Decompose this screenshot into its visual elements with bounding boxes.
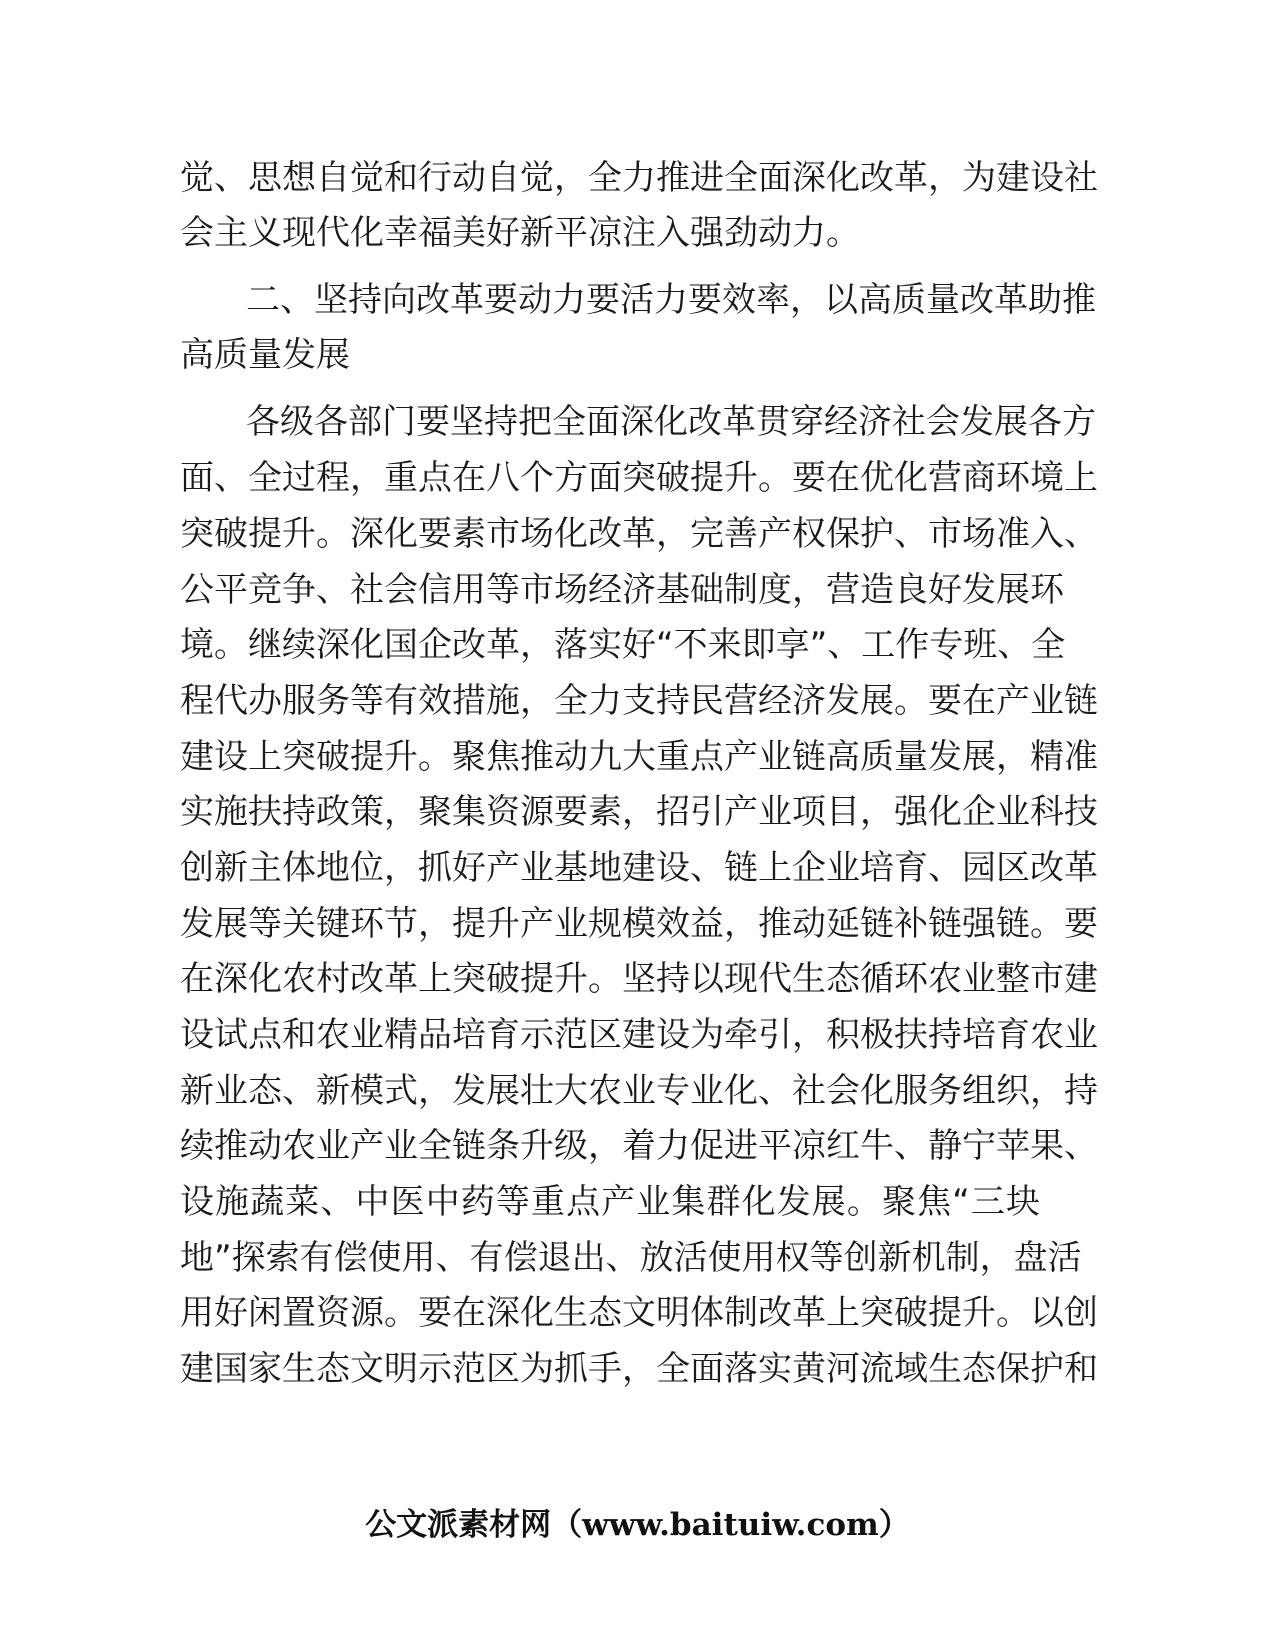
text-line: 面、全过程，重点在八个方面突破提升。要在优化营商环境上 (180, 458, 1098, 498)
text-line: 新业态、新模式，发展壮大农业专业化、社会化服务组织，持 (180, 1071, 1098, 1111)
text-line: 觉、思想自觉和行动自觉，全力推进全面深化改革，为建设社 (180, 158, 1098, 198)
text-line: 程代办服务等有效措施，全力支持民营经济发展。要在产业链 (180, 681, 1098, 721)
text-line: 境。继续深化国企改革，落实好“不来即享”、工作专班、全 (180, 625, 1066, 665)
text-line: 各级各部门要坚持把全面深化改革贯穿经济社会发展各方 (246, 402, 1096, 442)
text-line: 用好闲置资源。要在深化生态文明体制改革上突破提升。以创 (180, 1293, 1098, 1333)
text-line: 在深化农村改革上突破提升。坚持以现代生态循环农业整市建 (180, 959, 1098, 999)
text-line: 突破提升。深化要素市场化改革，完善产权保护、市场准入、 (180, 514, 1098, 554)
text-line: 会主义现代化幸福美好新平凉注入强劲动力。 (180, 213, 860, 253)
section-heading: 二、坚持向改革要动力要活力要效率，以高质量改革助推 (246, 280, 1096, 320)
text-line: 建设上突破提升。聚焦推动九大重点产业链高质量发展，精准 (180, 737, 1098, 777)
text-line: 建国家生态文明示范区为抓手，全面落实黄河流域生态保护和 (180, 1349, 1098, 1389)
text-line: 公平竞争、社会信用等市场经济基础制度，营造良好发展环 (180, 570, 1064, 610)
text-line: 设试点和农业精品培育示范区建设为牵引，积极扶持培育农业 (180, 1015, 1098, 1055)
text-line: 设施蔬菜、中医中药等重点产业集群化发展。聚焦“三块 (180, 1182, 1040, 1222)
text-line: 地”探索有偿使用、有偿退出、放活使用权等创新机制，盘活 (180, 1238, 1082, 1278)
section-heading: 高质量发展 (180, 335, 350, 375)
text-line: 续推动农业产业全链条升级，着力促进平凉红牛、静宁苹果、 (180, 1126, 1098, 1166)
text-line: 创新主体地位，抓好产业基地建设、链上企业培育、园区改革 (180, 848, 1098, 888)
footer-watermark: 公文派素材网（www.baituiw.com） (365, 1507, 910, 1543)
text-line: 实施扶持政策，聚集资源要素，招引产业项目，强化企业科技 (180, 792, 1098, 832)
text-line: 发展等关键环节，提升产业规模效益，推动延链补链强链。要 (180, 904, 1098, 944)
